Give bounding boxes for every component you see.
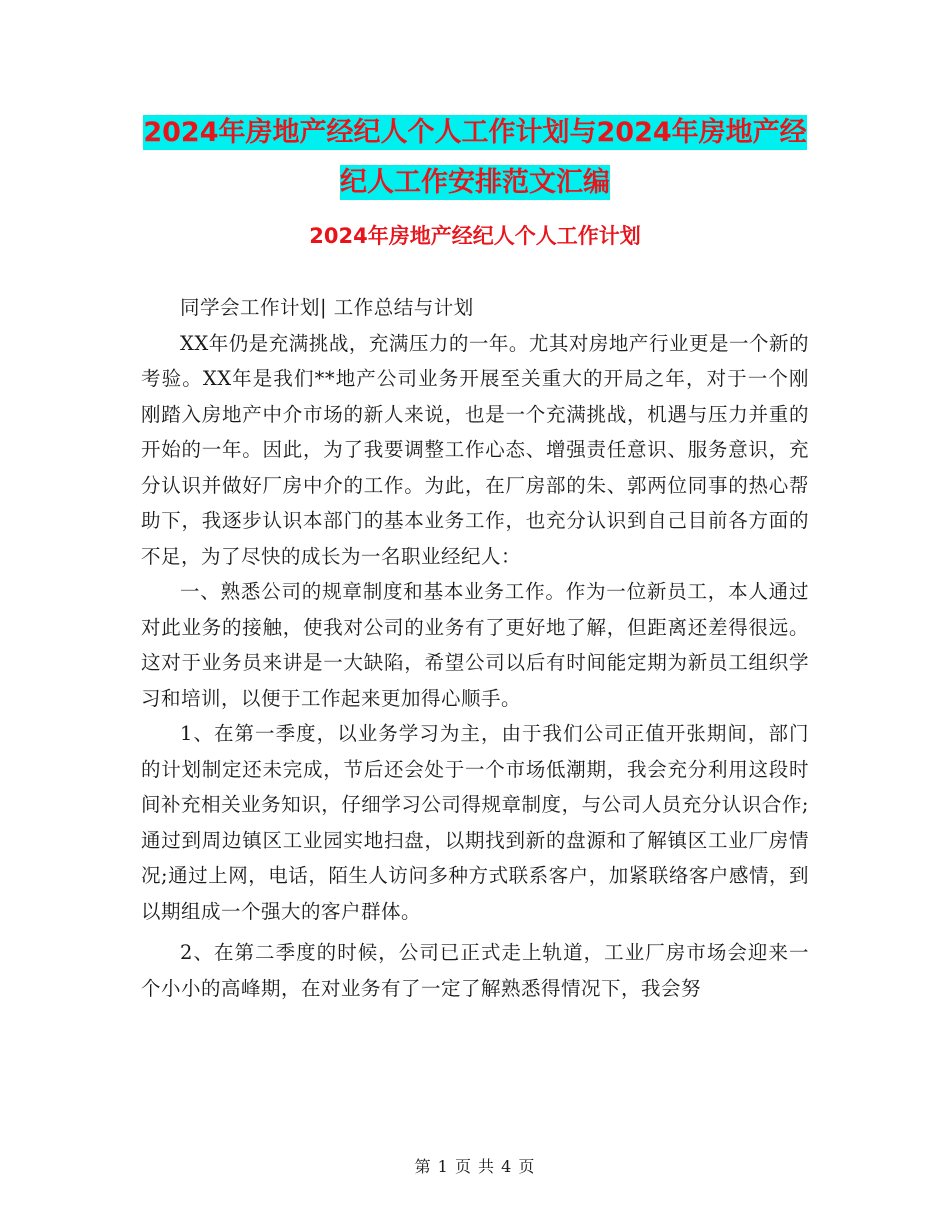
paragraph: XX年仍是充满挑战，充满压力的一年。尤其对房地产行业更是一个新的考验。XX年是我们**地产公司业务开展至关重大的开局之年，对于一个刚刚踏入房地产中介市场的新人来说，也是一个充满挑战，机遇与压力并重的开始的一年。因此，为了我要调整工作心态、增强责任意识、服务意识，充分认识并做好厂房中介的工作。为此，在厂房部的朱、郭两位同事的热心帮助下，我逐步认识本部门的基本业务工作，也充分认识到自己目前各方面的不足，为了尽快的成长为一名职业经纪人： [141, 331, 809, 568]
page-footer: 第 1 页 共 4 页 [414, 1157, 536, 1176]
main-title-line-2: 纪人工作安排范文汇编 [340, 167, 610, 198]
section-title: 2024年房地产经纪人个人工作计划 [309, 224, 641, 248]
document-main-title [140, 108, 810, 208]
document-body [141, 290, 809, 1006]
paragraph: 一、熟悉公司的规章制度和基本业务工作。作为一位新员工，本人通过对此业务的接触，使我对公司的业务有了更好地了解，但距离还差得很远。这对于业务员来讲是一大缺陷，希望公司以后有时间能定期为新员工组织学习和培训，以便于工作起来更加得心顺手。 [141, 580, 809, 710]
paragraph: 1、在第一季度，以业务学习为主，由于我们公司正值开张期间，部门的计划制定还未完成，节后还会处于一个市场低潮期，我会充分利用这段时间补充相关业务知识，仔细学习公司得规章制度，与公司人员充分认识合作;通过到周边镇区工业园实地扫盘，以期找到新的盘源和了解镇区工业厂房情况;通过上网，电话，陌生人访问多种方式联系客户，加紧联络客户感情，到以期组成一个强大的客户群体。 [141, 722, 809, 923]
main-title-line-1: 2024年房地产经纪人个人工作计划与2024年房地产经 [143, 117, 807, 148]
paragraph: 2、在第二季度的时候，公司已正式走上轨道，工业厂房市场会迎来一个小小的高峰期，在对业务有了一定了解熟悉得情况下，我会努 [141, 941, 809, 1000]
paragraph-intro-line: 同学会工作计划| 工作总结与计划 [180, 296, 474, 319]
